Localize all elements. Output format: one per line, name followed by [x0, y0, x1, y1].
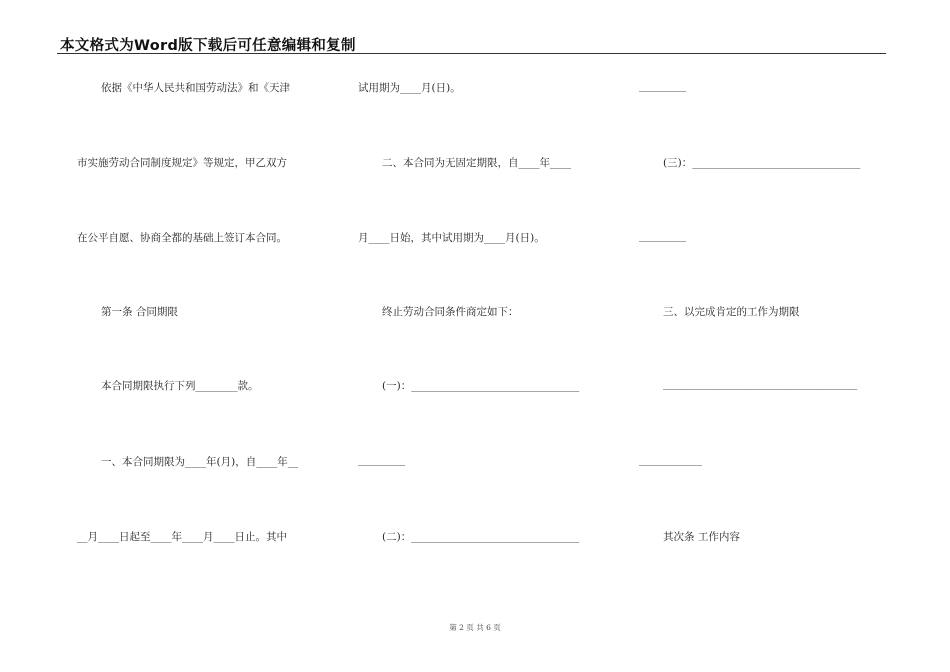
left-line-2: 市实施劳动合同制度规定》等规定，甲乙双方: [77, 157, 287, 169]
middle-line-2: 二、本合同为无固定期限，自____年____: [382, 157, 571, 169]
right-line-2: (三)：________________________________: [663, 157, 861, 169]
right-line-4: 三、以完成肯定的工作为期限: [663, 306, 800, 318]
left-line-5: 本合同期限执行下列________款。: [101, 380, 259, 392]
middle-line-4: 终止劳动合同条件商定如下：: [382, 306, 519, 318]
header-divider: [57, 53, 886, 54]
document-header-title: 本文格式为Word版下载后可任意编辑和复制: [60, 38, 356, 54]
left-line-4: 第一条 合同期限: [101, 306, 178, 318]
middle-line-5: (一)：________________________________: [382, 380, 580, 392]
left-line-6: 一、本合同期限为____年(月)，自____年__: [101, 456, 299, 468]
middle-line-7: (二)：________________________________: [382, 531, 580, 543]
middle-line-3: 月____日始，其中试用期为____月(日)。: [358, 232, 545, 244]
right-line-5: _____________________________________: [663, 378, 858, 390]
right-line-7: 其次条 工作内容: [663, 531, 740, 543]
left-line-7: __月____日起至____年____月____日止。其中: [77, 531, 287, 543]
middle-line-6: _________: [358, 454, 406, 466]
right-line-1: _________: [639, 80, 687, 92]
right-line-6: ____________: [639, 454, 702, 466]
page-number-footer: 第 2 页 共 6 页: [449, 623, 501, 632]
right-line-3: _________: [639, 230, 687, 242]
left-line-1: 依据《中华人民共和国劳动法》和《天津: [101, 82, 290, 94]
left-line-3: 在公平自愿、协商全都的基础上签订本合同。: [77, 232, 287, 244]
middle-line-1: 试用期为____月(日)。: [358, 82, 461, 94]
